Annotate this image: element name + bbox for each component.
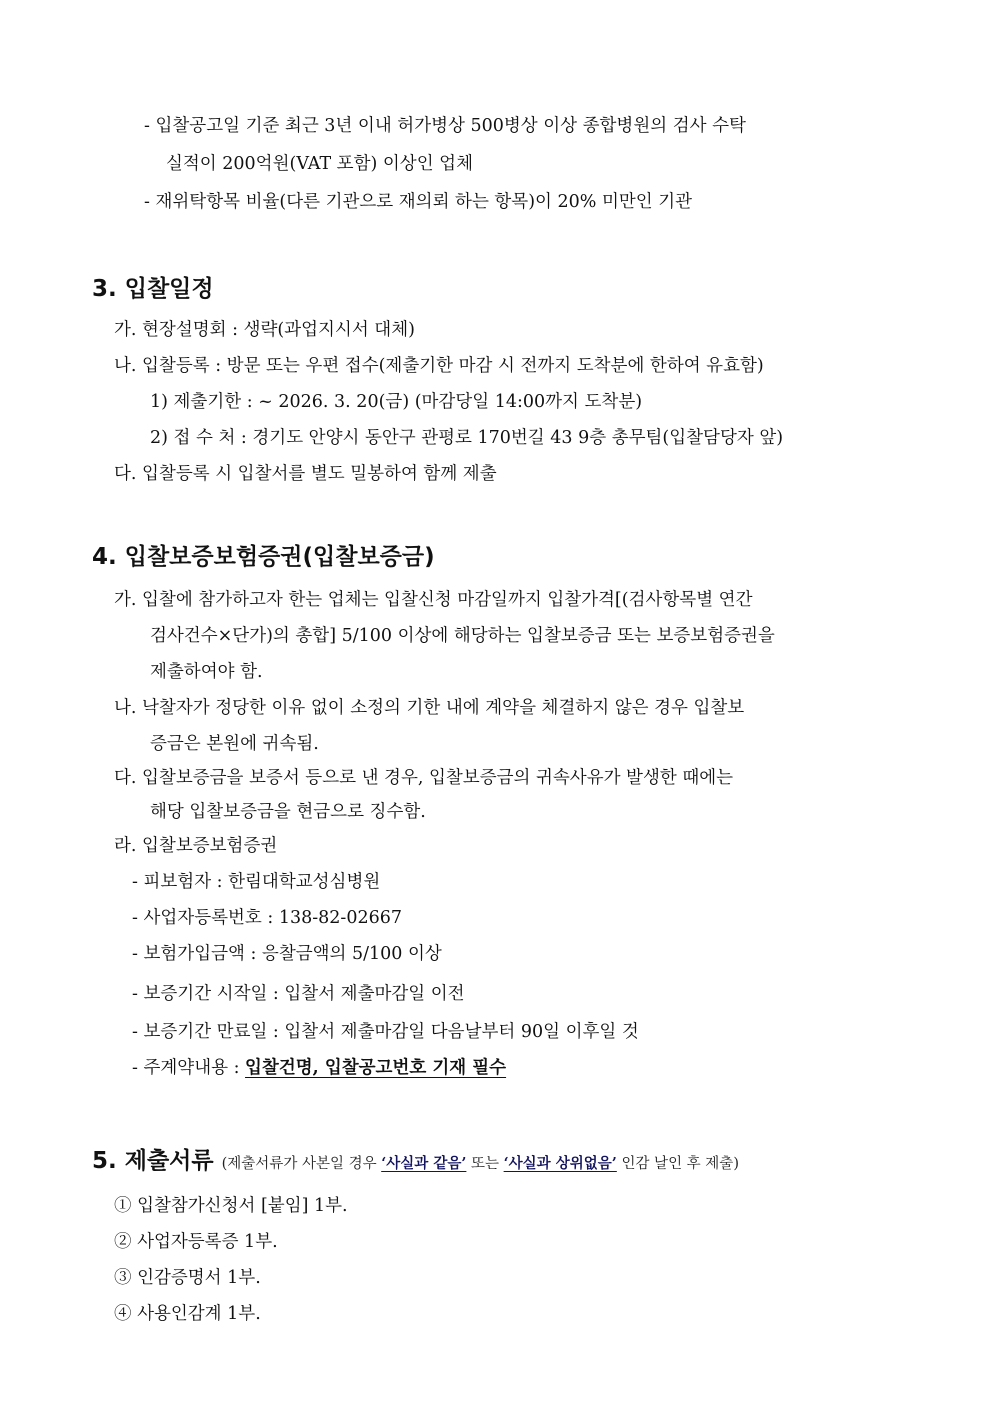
eligibility-item-1-cont: 실적이 200억원(VAT 포함) 이상인 업체 xyxy=(166,154,473,174)
document-item-1: ① 입찰참가신청서 [붙임] 1부. xyxy=(114,1196,348,1216)
section-5-note-quote-1: ‘사실과 같음’ xyxy=(381,1155,467,1172)
section-4-line-da: 다. 입찰보증금을 보증서 등으로 낸 경우, 입찰보증금의 귀속사유가 발생한 때에는 xyxy=(114,768,734,788)
section-4-line-na-cont: 증금은 본원에 귀속됨. xyxy=(150,734,319,754)
section-4-line-da-cont: 해당 입찰보증금을 현금으로 징수함. xyxy=(150,802,426,822)
section-5-note-pre: (제출서류가 사본일 경우 xyxy=(221,1156,377,1172)
section-3-line-ga: 가. 현장설명회 : 생략(과업지시서 대체) xyxy=(114,320,415,340)
section-3-line-da: 다. 입찰등록 시 입찰서를 별도 밀봉하여 함께 제출 xyxy=(114,464,497,484)
section-4-line-ga-cont1: 검사건수×단가)의 총합] 5/100 이상에 해당하는 입찰보증금 또는 보증보험증권을 xyxy=(150,626,775,646)
insurance-amount: - 보험가입금액 : 응찰금액의 5/100 이상 xyxy=(132,944,442,964)
section-5-note xyxy=(222,1156,739,1172)
section-5-title-row xyxy=(92,1150,739,1173)
section-5-note-quote-2: ‘사실과 상위없음’ xyxy=(503,1155,617,1172)
section-4-line-na: 나. 낙찰자가 정당한 이유 없이 소정의 기한 내에 계약을 체결하지 않은 경우 입찰보 xyxy=(114,698,745,718)
main-contract-content xyxy=(132,1060,506,1078)
section-4-title: 4. 입찰보증보험증권(입찰보증금) xyxy=(92,544,435,570)
guarantee-end-date: - 보증기간 만료일 : 입찰서 제출마감일 다음날부터 90일 이후일 것 xyxy=(132,1022,639,1042)
section-3-line-na: 나. 입찰등록 : 방문 또는 우편 접수(제출기한 마감 시 전까지 도착분에 한하여 유효함) xyxy=(114,356,764,376)
section-3-deadline: 1) 제출기한 : ~ 2026. 3. 20(금) (마감당일 14:00까지 도착분) xyxy=(150,392,643,412)
eligibility-item-1: - 입찰공고일 기준 최근 3년 이내 허가병상 500병상 이상 종합병원의 검사 수탁 xyxy=(144,116,746,136)
business-registration-number: - 사업자등록번호 : 138-82-02667 xyxy=(132,908,402,928)
guarantee-start-date: - 보증기간 시작일 : 입찰서 제출마감일 이전 xyxy=(132,984,465,1004)
document-item-3: ③ 인감증명서 1부. xyxy=(114,1268,261,1288)
section-5-note-post: 인감 날인 후 제출) xyxy=(621,1156,739,1172)
main-contract-label: - 주계약내용 : xyxy=(132,1058,246,1078)
section-5-title: 5. 제출서류 xyxy=(92,1148,214,1174)
section-5-note-mid: 또는 xyxy=(471,1156,500,1172)
document-item-4: ④ 사용인감계 1부. xyxy=(114,1304,261,1324)
section-3-address: 2) 접 수 처 : 경기도 안양시 동안구 관평로 170번길 43 9층 총무팀(입찰담당자 앞) xyxy=(150,428,784,448)
section-4-line-ga-cont2: 제출하여야 함. xyxy=(150,662,263,682)
eligibility-item-2: - 재위탁항목 비율(다른 기관으로 재의뢰 하는 항목)이 20% 미만인 기관 xyxy=(144,192,693,212)
section-4-line-ra: 라. 입찰보증보험증권 xyxy=(114,836,278,856)
section-3-title: 3. 입찰일정 xyxy=(92,276,214,302)
contract-required-note: 입찰건명, 입찰공고번호 기재 필수 xyxy=(245,1058,507,1078)
document-item-2: ② 사업자등록증 1부. xyxy=(114,1232,278,1252)
insured-party: - 피보험자 : 한림대학교성심병원 xyxy=(132,872,381,892)
section-4-line-ga: 가. 입찰에 참가하고자 한는 업체는 입찰신청 마감일까지 입찰가격[(검사항목별 연간 xyxy=(114,590,753,610)
